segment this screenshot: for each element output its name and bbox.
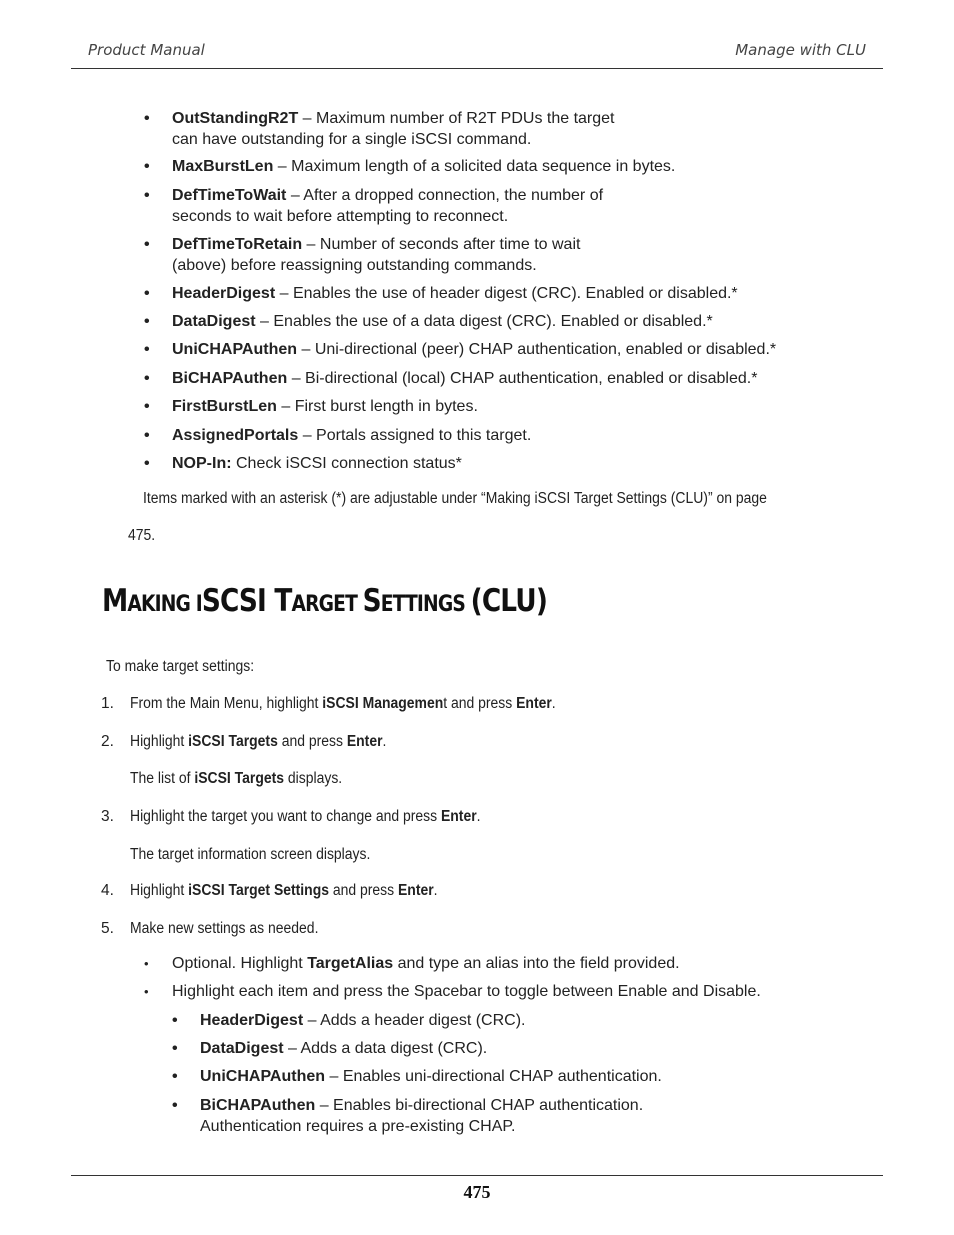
bullet-glyph: • (172, 1097, 178, 1114)
heading-part: ARGET (291, 592, 363, 617)
bullet-glyph: • (144, 236, 150, 253)
parameter-description: – Maximum number of R2T PDUs the target (298, 110, 615, 127)
step-text (130, 732, 386, 752)
parameter-description: – Enables the use of a data digest (CRC). Enabled or disabled.* (255, 313, 713, 330)
parameter-description: – Maximum length of a solicited data sequence in bytes. (273, 158, 676, 175)
parameter-term: AssignedPortals (172, 427, 299, 444)
sub-bullet-text (172, 953, 680, 974)
parameter-term: FirstBurstLen (172, 398, 277, 415)
setting-term: UniCHAPAuthen (200, 1068, 326, 1085)
step-text-mid: t and press (443, 695, 517, 712)
setting-description: – Adds a data digest (CRC). (283, 1040, 488, 1057)
heading-part: S (362, 583, 381, 619)
setting-toggle-text (200, 1095, 643, 1137)
running-header-left: Product Manual (88, 41, 205, 59)
step-bold: Enter (346, 733, 383, 750)
step-text (130, 807, 481, 827)
setting-toggle-text (200, 1038, 487, 1059)
step-text-post: . (551, 695, 556, 712)
step-number: 1. (101, 695, 114, 712)
step-bold: Enter (398, 882, 434, 899)
step-text (130, 881, 438, 901)
parameter-description: – First burst length in bytes. (276, 398, 478, 415)
step-text-mid: and press (277, 733, 347, 750)
parameter-description: Check iSCSI connection status* (231, 455, 462, 472)
bullet-glyph: • (144, 427, 150, 444)
heading-part: SCSI (201, 583, 275, 619)
bullet-glyph: • (144, 341, 150, 358)
setting-term: BiCHAPAuthen (200, 1097, 316, 1114)
step-bold: iSCSI Managemen (322, 695, 444, 712)
step-text-post: . (382, 733, 387, 750)
running-header-right: Manage with CLU (735, 41, 866, 59)
page-number: 475 (463, 1182, 491, 1202)
bullet-glyph: • (172, 1040, 178, 1057)
parameter-description-cont: can have outstanding for a single iSCSI command. (172, 131, 532, 148)
parameter-text (172, 396, 478, 417)
step-text (130, 769, 342, 789)
setting-term: HeaderDigest (200, 1012, 304, 1029)
parameter-term: HeaderDigest (172, 285, 276, 302)
parameter-term: DefTimeToWait (172, 187, 287, 204)
parameter-description: – After a dropped connection, the number of (286, 187, 604, 204)
heading-part: (CLU) (470, 583, 548, 619)
step-bold: Enter (516, 695, 552, 712)
parameter-text (172, 368, 757, 389)
step-text-pre: Highlight (130, 882, 189, 899)
parameter-description-cont: seconds to wait before attempting to reconnect. (172, 208, 509, 225)
parameter-text (172, 283, 738, 304)
step-bold: iSCSI Target Settings (188, 882, 329, 899)
parameter-text (172, 156, 675, 177)
step-text (130, 694, 556, 714)
parameter-text (172, 311, 713, 332)
heading-part: I (195, 592, 202, 617)
header-rule (71, 68, 883, 69)
setting-description: – Adds a header digest (CRC). (303, 1012, 526, 1029)
parameter-text (172, 339, 776, 360)
sub-bullet-post: and type an alias into the field provided. (393, 955, 680, 972)
parameter-description: – Enables the use of header digest (CRC). Enabled or disabled.* (275, 285, 738, 302)
footer-rule (71, 1175, 883, 1176)
bullet-glyph: • (172, 1012, 178, 1029)
heading-part: T (274, 583, 292, 619)
parameter-description: – Number of seconds after time to wait (302, 236, 581, 253)
setting-toggle-text (200, 1010, 526, 1031)
bullet-glyph: • (144, 398, 150, 415)
parameter-term: MaxBurstLen (172, 158, 274, 175)
step-text-pre: Highlight (130, 733, 189, 750)
step-bold: iSCSI Targets (194, 770, 285, 787)
step-text (130, 919, 318, 939)
step-number: 3. (101, 808, 114, 825)
parameter-text (172, 425, 531, 446)
parameter-term: DataDigest (172, 313, 256, 330)
bullet-glyph: • (144, 956, 149, 971)
parameter-text (172, 185, 603, 227)
step-text-mid: displays. (284, 770, 343, 787)
asterisk-note: Items marked with an asterisk (*) are adjustable under “Making iSCSI Target Settings (CLU)” on page (143, 490, 767, 507)
sub-bullet-bold: TargetAlias (307, 955, 394, 972)
step-text-mid: . (476, 808, 481, 825)
parameter-text (172, 453, 462, 474)
bullet-glyph: • (144, 455, 150, 472)
step-number: 4. (101, 882, 114, 899)
bullet-glyph: • (144, 110, 150, 127)
setting-term: DataDigest (200, 1040, 284, 1057)
bullet-glyph: • (144, 370, 150, 387)
step-text-pre: Highlight the target you want to change and press (130, 808, 441, 825)
step-number: 2. (101, 733, 114, 750)
setting-description-cont: Authentication requires a pre-existing CHAP. (200, 1118, 516, 1135)
parameter-text (172, 108, 614, 150)
setting-toggle-text (200, 1066, 662, 1087)
bullet-glyph: • (144, 158, 150, 175)
sub-bullet-pre: Highlight each item and press the Spacebar to toggle between Enable and Disable. (172, 983, 761, 1000)
step-text-post: . (433, 882, 438, 899)
parameter-term: UniCHAPAuthen (172, 341, 298, 358)
sub-bullet-text (172, 981, 761, 1002)
bullet-glyph: • (172, 1068, 178, 1085)
step-number: 5. (101, 920, 114, 937)
sub-bullet-pre: Optional. Highlight (172, 955, 308, 972)
parameter-description: – Bi-directional (local) CHAP authentication, enabled or disabled.* (287, 370, 758, 387)
setting-description: – Enables uni-directional CHAP authentication. (325, 1068, 662, 1085)
step-text-pre: The list of (130, 770, 195, 787)
step-text-mid: and press (328, 882, 399, 899)
parameter-term: NOP-In: (172, 455, 232, 472)
bullet-glyph: • (144, 187, 150, 204)
bullet-glyph: • (144, 984, 149, 999)
step-text (130, 845, 370, 865)
parameter-description: – Uni-directional (peer) CHAP authentication, enabled or disabled.* (297, 341, 777, 358)
bullet-glyph: • (144, 313, 150, 330)
intro-text: To make target settings: (106, 658, 255, 675)
heading-part: M (102, 583, 128, 619)
step-text-pre: Make new settings as needed. (130, 920, 319, 937)
parameter-term: BiCHAPAuthen (172, 370, 288, 387)
step-bold: Enter (440, 808, 477, 825)
parameter-term: OutStandingR2T (172, 110, 299, 127)
heading-part: ETTINGS (380, 592, 471, 617)
parameter-description-cont: (above) before reassigning outstanding commands. (172, 257, 537, 274)
asterisk-note-page: 475. (128, 527, 156, 544)
heading-part: AKING (127, 592, 196, 617)
parameter-term: DefTimeToRetain (172, 236, 303, 253)
parameter-description: – Portals assigned to this target. (298, 427, 532, 444)
parameter-text (172, 234, 580, 276)
bullet-glyph: • (144, 285, 150, 302)
section-heading (102, 583, 547, 619)
setting-description: – Enables bi-directional CHAP authentication. (315, 1097, 644, 1114)
step-text-pre: From the Main Menu, highlight (130, 695, 323, 712)
step-text-pre: The target information screen displays. (130, 846, 371, 863)
step-bold: iSCSI Targets (188, 733, 278, 750)
